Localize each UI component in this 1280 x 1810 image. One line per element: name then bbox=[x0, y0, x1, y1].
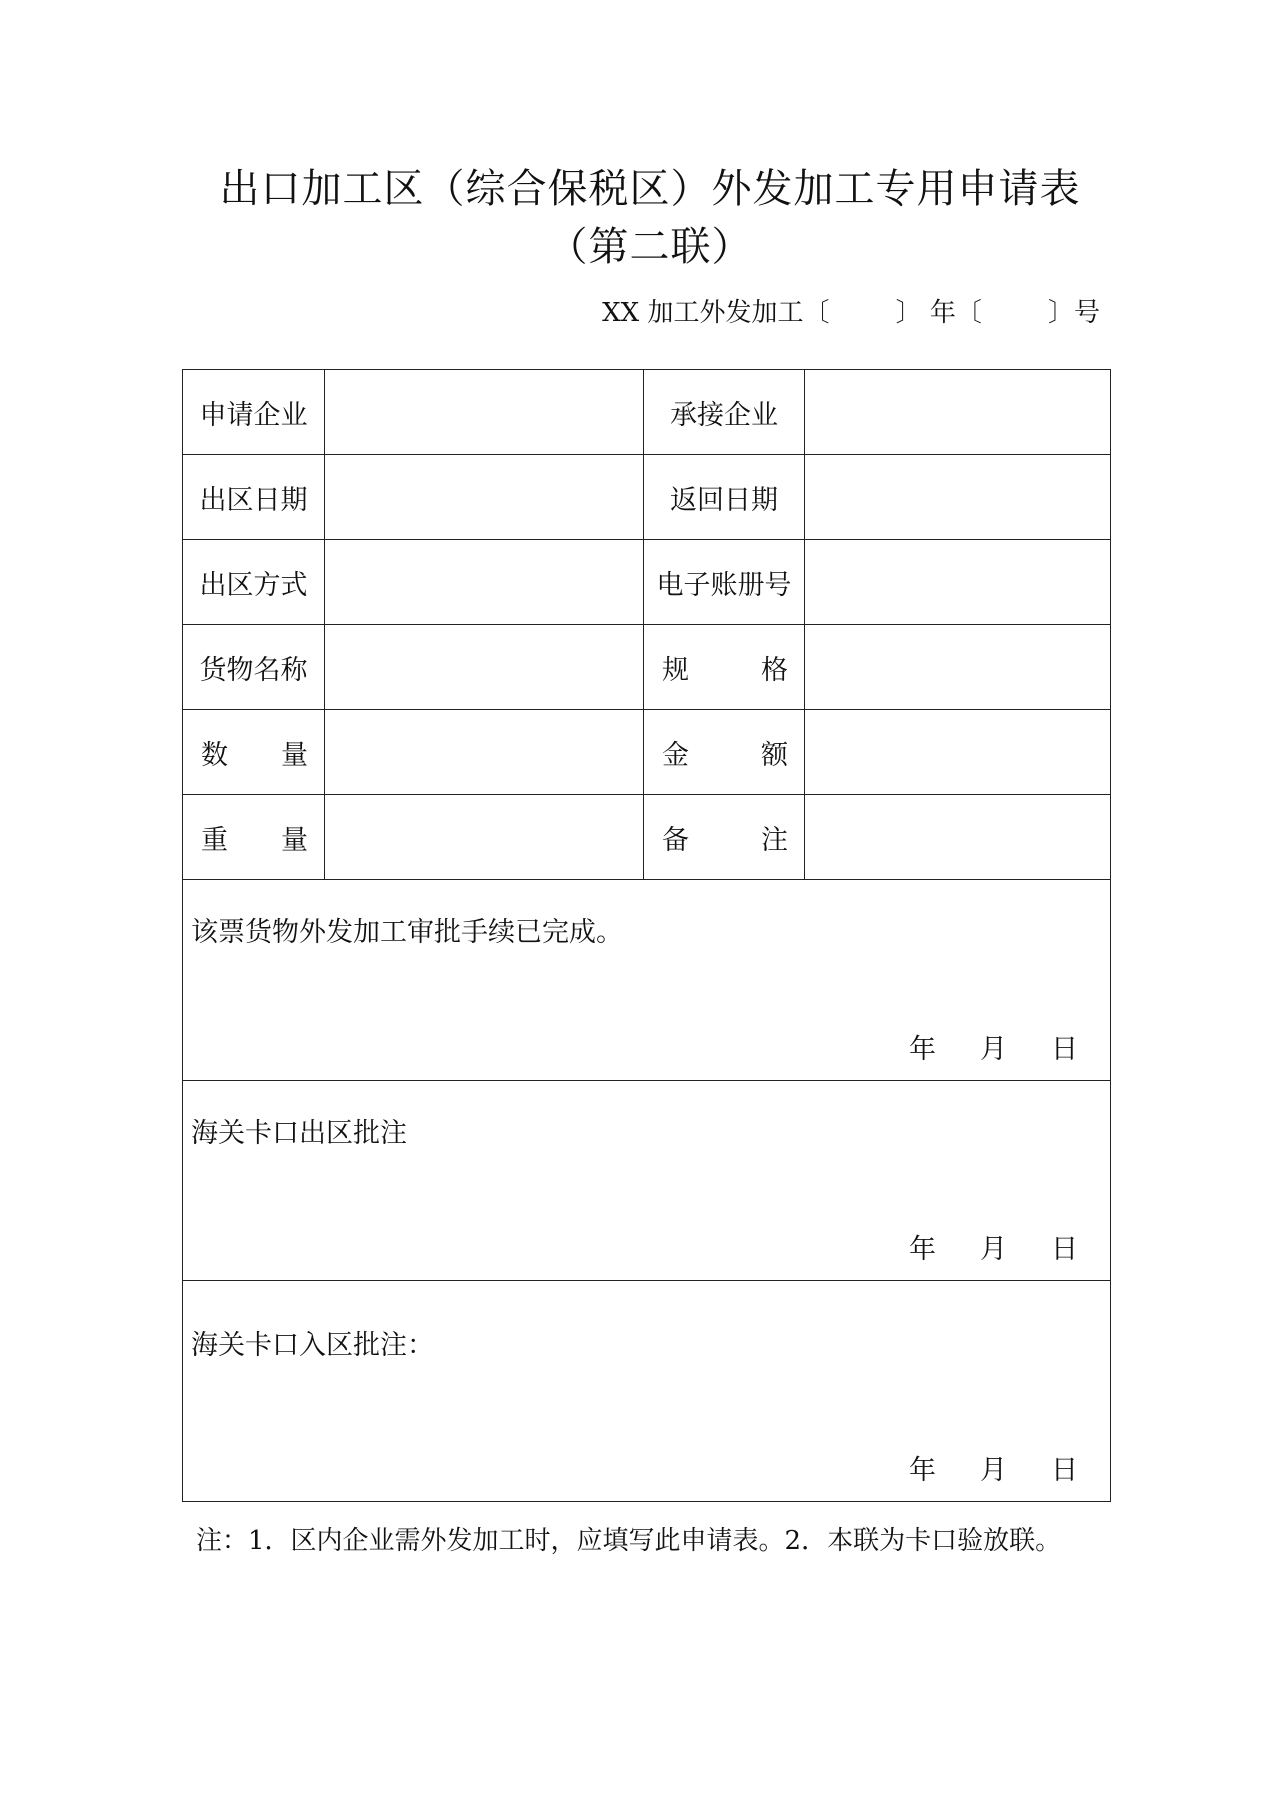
label-weight: 重 量 bbox=[183, 795, 325, 880]
page-title: 出口加工区（综合保税区）外发加工专用申请表（第二联） bbox=[219, 166, 1081, 270]
weight-value-field[interactable] bbox=[325, 795, 644, 880]
table-row bbox=[183, 625, 1111, 710]
quantity-value-field[interactable] bbox=[325, 710, 644, 795]
return-date-value-field[interactable] bbox=[805, 455, 1111, 540]
customs-entry-date: 年 月 日 bbox=[909, 1455, 1078, 1486]
approval-block[interactable] bbox=[183, 880, 1111, 1081]
exit-method-value-field[interactable] bbox=[325, 540, 644, 625]
label-exit-method: 出区方式 bbox=[183, 540, 325, 625]
exit-date-value-field[interactable] bbox=[325, 455, 644, 540]
footnote: 注：1．区内企业需外发加工时，应填写此申请表。2．本联为卡口验放联。 bbox=[196, 1526, 1062, 1556]
customs-entry-annotation-block[interactable] bbox=[183, 1281, 1111, 1502]
label-e-ledger-number: 电子账册号 bbox=[644, 540, 805, 625]
approval-date: 年 月 日 bbox=[909, 1034, 1078, 1065]
customs-exit-annotation-text: 海关卡口出区批注 bbox=[191, 1118, 407, 1149]
label-specification: 规 格 bbox=[644, 625, 805, 710]
document-number-prefix: XX 加工外发加工〔 bbox=[602, 298, 830, 328]
e-ledger-number-value-field[interactable] bbox=[805, 540, 1111, 625]
label-remarks: 备 注 bbox=[644, 795, 805, 880]
label-quantity: 数 量 bbox=[183, 710, 325, 795]
applicant-value-field[interactable] bbox=[325, 370, 644, 455]
approval-block-row bbox=[183, 880, 1111, 1081]
goods-name-value-field[interactable] bbox=[325, 625, 644, 710]
contractor-value-field[interactable] bbox=[805, 370, 1111, 455]
table-row bbox=[183, 370, 1111, 455]
customs-exit-annotation-block[interactable] bbox=[183, 1081, 1111, 1281]
document-number-year: 〕 年〔 bbox=[895, 298, 982, 328]
label-return-date: 返回日期 bbox=[644, 455, 805, 540]
table-row bbox=[183, 540, 1111, 625]
entry-annotation-row bbox=[183, 1281, 1111, 1502]
approval-text: 该票货物外发加工审批手续已完成。 bbox=[191, 917, 623, 948]
label-exit-date: 出区日期 bbox=[183, 455, 325, 540]
customs-exit-date: 年 月 日 bbox=[909, 1234, 1078, 1265]
label-contractor: 承接企业 bbox=[644, 370, 805, 455]
specification-value-field[interactable] bbox=[805, 625, 1111, 710]
label-goods-name: 货物名称 bbox=[183, 625, 325, 710]
amount-value-field[interactable] bbox=[805, 710, 1111, 795]
label-amount: 金 额 bbox=[644, 710, 805, 795]
table-row bbox=[183, 710, 1111, 795]
document-number-suffix: 〕号 bbox=[1047, 298, 1100, 328]
customs-entry-annotation-text: 海关卡口入区批注： bbox=[191, 1330, 434, 1361]
remarks-value-field[interactable] bbox=[805, 795, 1111, 880]
exit-annotation-row bbox=[183, 1081, 1111, 1281]
table-row bbox=[183, 455, 1111, 540]
table-row bbox=[183, 795, 1111, 880]
application-form-table bbox=[182, 369, 1111, 1502]
document-number bbox=[602, 296, 1100, 330]
label-applicant: 申请企业 bbox=[183, 370, 325, 455]
